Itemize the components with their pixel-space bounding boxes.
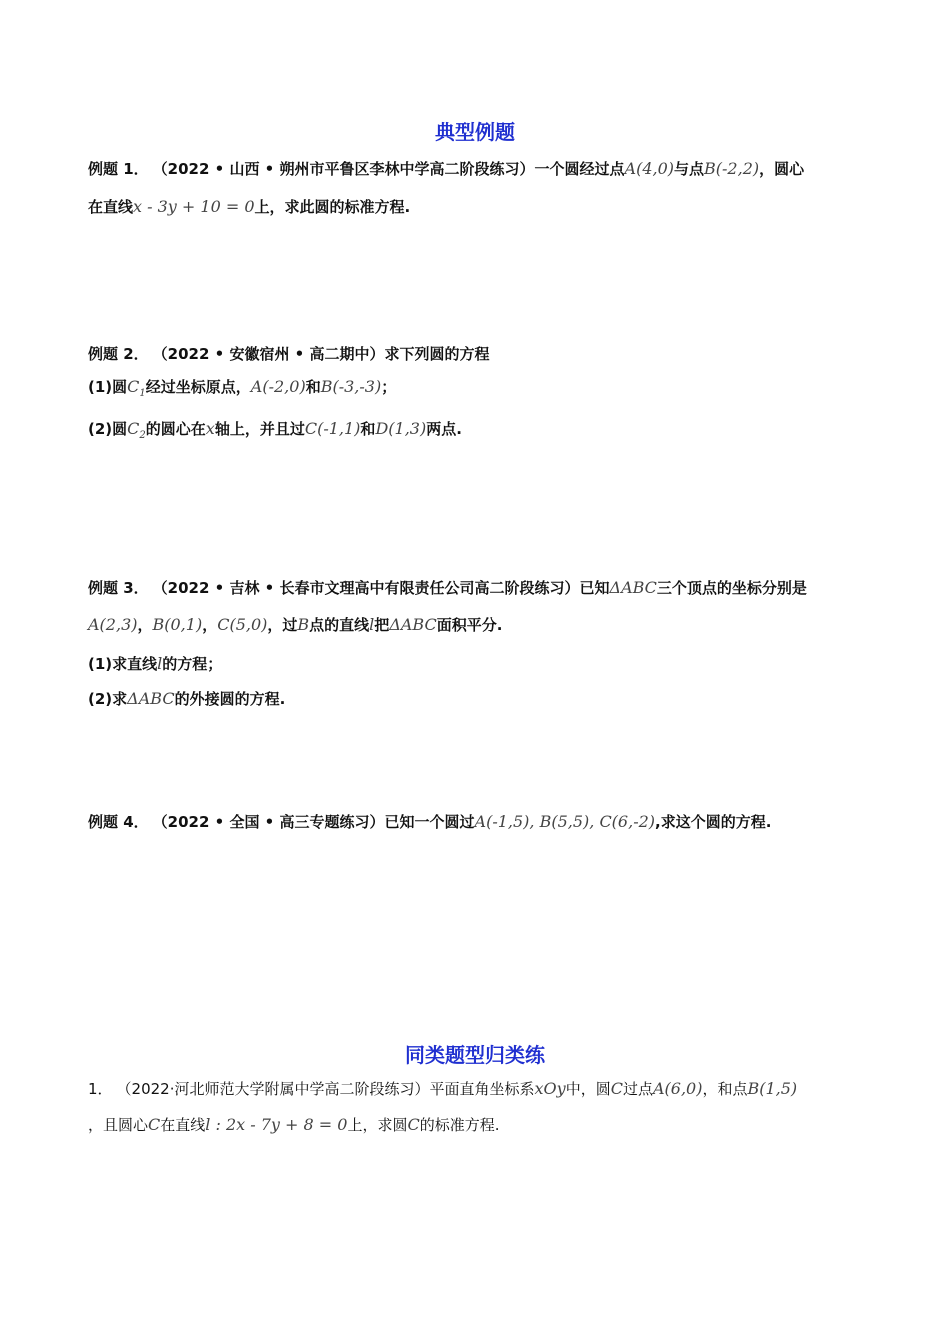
- separator-1: ，: [137, 616, 153, 634]
- points-abc-math: A(-1,5), B(5,5), C(6,-2): [474, 812, 656, 831]
- circle-c1-letter: C: [127, 377, 140, 396]
- point-c-math: C(-1,1): [304, 419, 361, 438]
- example-1-text: 一个圆经过点: [534, 160, 625, 178]
- example-4-line-1: [88, 811, 771, 833]
- point-b-math: B(0,1): [152, 615, 203, 634]
- example-1-line-1: [88, 158, 804, 180]
- example-4-text: 已知一个圆过: [384, 813, 475, 831]
- example-3-question-1: [88, 653, 222, 675]
- practice-1-text: 平面直角坐标系: [429, 1080, 535, 1098]
- circle-c-math: C: [407, 1115, 420, 1134]
- question-1-text: (1)求直线: [88, 655, 158, 673]
- example-2-line-1: [88, 343, 490, 365]
- example-3-text-2: 三个顶点的坐标分别是: [656, 579, 807, 597]
- point-a-math: A(6,0): [652, 1079, 703, 1098]
- xoy-math: xOy: [534, 1079, 566, 1098]
- circle-c1-subscript: 1: [139, 388, 146, 400]
- practice-1-text-8: 的标准方程.: [419, 1116, 500, 1134]
- example-3-text-3: ，过: [267, 616, 298, 634]
- question-1-text-2: 的方程；: [162, 655, 223, 673]
- part-2-and: 和: [360, 420, 376, 438]
- point-b-math: B(-2,2): [704, 159, 760, 178]
- example-3-text-6: 面积平分.: [436, 616, 503, 634]
- circle-c-math: C: [148, 1115, 161, 1134]
- circle-c2-math: [127, 419, 146, 442]
- line-l-math: l: [369, 615, 375, 634]
- separator-2: ，: [202, 616, 218, 634]
- point-a-math: A(4,0): [624, 159, 674, 178]
- line-equation-math: l : 2x - 7y + 8 = 0: [205, 1115, 348, 1134]
- example-2-label: 例题 2．: [88, 345, 149, 363]
- point-b-math: B(-3,-3): [320, 377, 382, 396]
- practice-1-text-3: 过点: [622, 1080, 653, 1098]
- practice-1-source: （2022·河北师范大学附属中学高二阶段练习）: [116, 1080, 430, 1098]
- point-a-math: A(-2,0): [250, 377, 306, 396]
- example-3-text-5: 把: [374, 616, 390, 634]
- circle-c2-letter: C: [127, 419, 140, 438]
- part-2-end: 两点.: [426, 420, 462, 438]
- circle-c-math: C: [610, 1079, 623, 1098]
- triangle-abc-math: ΔABC: [127, 689, 175, 708]
- part-2-label: (2)圆: [88, 420, 128, 438]
- practice-1-label: 1．: [88, 1080, 113, 1098]
- question-2-text: (2)求: [88, 690, 128, 708]
- example-2-part-1: [88, 376, 396, 405]
- part-1-end: ；: [381, 378, 397, 396]
- example-3-line-1: [88, 577, 807, 599]
- circle-c2-subscript: 2: [139, 430, 146, 442]
- circle-c1-math: [127, 377, 146, 400]
- example-1-text-4: 在直线: [88, 198, 134, 216]
- point-a-math: A(2,3): [88, 615, 138, 634]
- triangle-abc-math: ΔABC: [609, 578, 657, 597]
- x-axis-math: x: [205, 419, 215, 438]
- practice-1-line-2: [88, 1114, 500, 1136]
- example-1-source: （2022 • 山西 • 朔州市平鲁区李林中学高二阶段练习）: [152, 160, 535, 178]
- example-1-text-2: 与点: [674, 160, 705, 178]
- section-title-similar-practice: 同类题型归类练: [405, 1043, 545, 1067]
- example-4-text-2: ,求这个圆的方程.: [655, 813, 772, 831]
- practice-1-text-2: 中，圆: [565, 1080, 611, 1098]
- example-3-line-2: [88, 614, 502, 636]
- example-2-source: （2022 • 安徽宿州 • 高二期中）: [152, 345, 385, 363]
- question-2-text-2: 的外接圆的方程.: [174, 690, 286, 708]
- example-3-question-2: [88, 688, 285, 710]
- example-2-text: 求下列圆的方程: [384, 345, 490, 363]
- example-3-label: 例题 3．: [88, 579, 149, 597]
- example-1-label: 例题 1．: [88, 160, 149, 178]
- practice-1-text-5: ，且圆心: [88, 1116, 149, 1134]
- example-4-source: （2022 • 全国 • 高三专题练习）: [152, 813, 385, 831]
- line-l-math: l: [157, 654, 163, 673]
- part-1-text: 经过坐标原点，: [145, 378, 251, 396]
- part-1-label: (1)圆: [88, 378, 128, 396]
- part-2-text-2: 轴上，并且过: [214, 420, 305, 438]
- point-b-letter-math: B: [297, 615, 310, 634]
- example-1-line-2: [88, 196, 410, 218]
- triangle-abc-math: ΔABC: [389, 615, 437, 634]
- example-1-text-5: 上，求此圆的标准方程.: [254, 198, 411, 216]
- example-3-text: 已知: [579, 579, 610, 597]
- point-b-math: B(1,5): [747, 1079, 798, 1098]
- point-d-math: D(1,3): [375, 419, 427, 438]
- example-3-source: （2022 • 吉林 • 长春市文理高中有限责任公司高二阶段练习）: [152, 579, 580, 597]
- example-2-part-2: [88, 418, 462, 447]
- example-4-label: 例题 4．: [88, 813, 149, 831]
- practice-1-line-1: [88, 1078, 797, 1100]
- part-1-and: 和: [305, 378, 321, 396]
- practice-1-text-6: 在直线: [160, 1116, 206, 1134]
- example-1-text-3: ，圆心: [759, 160, 805, 178]
- practice-1-text-7: 上，求圆: [347, 1116, 408, 1134]
- example-3-text-4: 点的直线: [309, 616, 370, 634]
- line-equation-math: x - 3y + 10 = 0: [133, 197, 255, 216]
- part-2-text: 的圆心在: [145, 420, 206, 438]
- practice-1-text-4: ，和点: [702, 1080, 748, 1098]
- point-c-math: C(5,0): [217, 615, 268, 634]
- section-title-typical-examples: 典型例题: [435, 120, 515, 144]
